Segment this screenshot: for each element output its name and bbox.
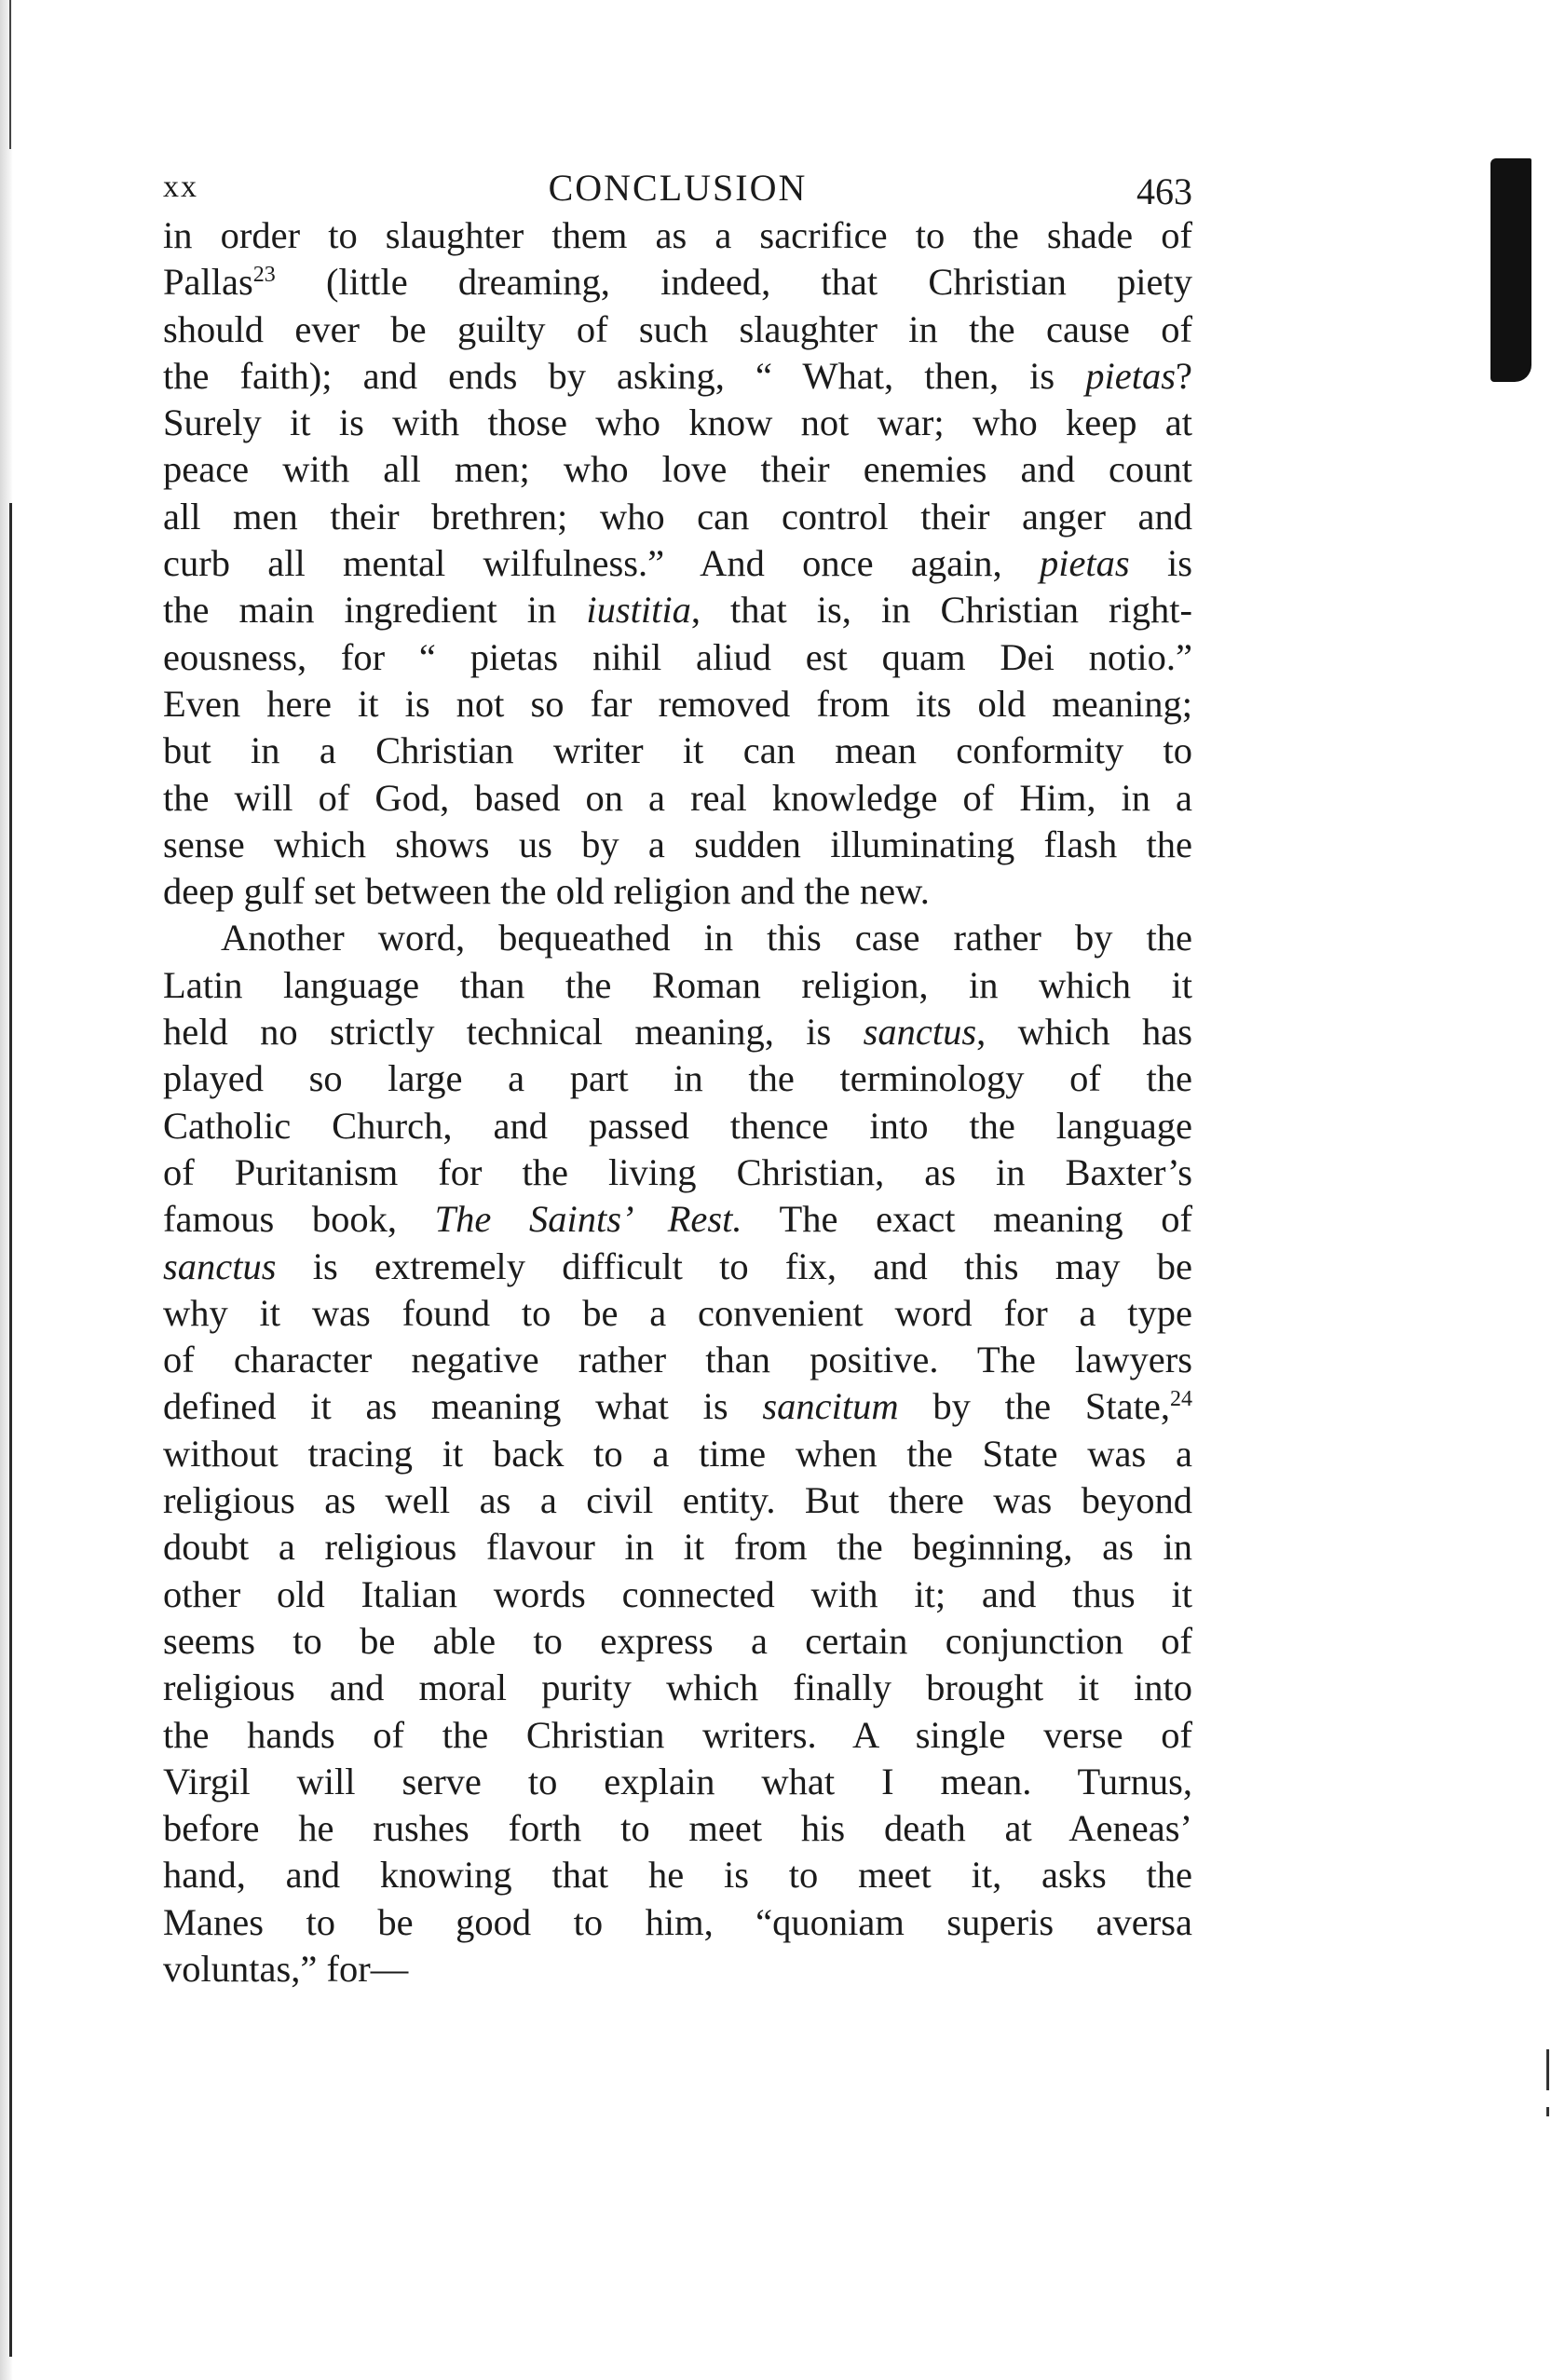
text-run: of character negative rather than positive. The lawyers [163,1339,1192,1381]
text-run: religious as well as a civil entity. But there was beyond [163,1479,1192,1522]
text-run: (little dreaming, indeed, that Christian piety [275,261,1192,304]
footnote-ref: 23 [252,263,276,288]
text-line [163,962,1192,1009]
text-line [163,1899,1192,1946]
page-title: CONCLUSION [548,167,808,209]
text-run: religious and moral purity which finally brought it into [163,1666,1192,1709]
text-run: hand, and knowing that he is to meet it, asks the [163,1854,1192,1897]
body-text [163,212,1192,1992]
text-run: before he rushes forth to meet his death at Aeneas’ [163,1807,1192,1850]
text-line [163,400,1192,446]
text-run: Pallas [163,261,253,304]
text-run: Virgil will serve to explain what I mean. Turnus, [163,1760,1192,1802]
text-run: sense which shows us by a sudden illuminating flash the [163,823,1192,865]
italic-text: iustitia [586,589,691,632]
text-line [163,1431,1192,1477]
binding-edge-line [9,0,11,149]
text-run: Latin language than the Roman religion, in which it [163,963,1192,1006]
chapter-number: xx [163,170,198,204]
text-line [163,1618,1192,1665]
italic-text: sancitum [762,1385,899,1428]
text-run: Another word, bequeathed in this case rather by the [221,917,1192,959]
text-line [163,728,1192,774]
text-run: Surely it is with those who know not war; who keep at [163,401,1192,444]
text-run: but in a Christian writer it can mean conformity to [163,729,1192,772]
text-run: , that is, in Christian right- [690,589,1193,632]
text-run: why it was found to be a convenient word for a type [163,1291,1192,1334]
text-run: held no strictly technical meaning, is [163,1011,864,1054]
italic-text: The Saints’ Rest. [434,1198,742,1241]
page-number: 463 [1136,170,1192,212]
book-page [163,156,1192,1992]
italic-text: sanctus [863,1011,977,1054]
text-run: the will of God, based on a real knowledge of Him, in a [163,776,1192,819]
text-line [163,1055,1192,1102]
binding-edge-line [9,503,12,2357]
text-line [163,1337,1192,1383]
text-line [163,1759,1192,1805]
italic-text: sanctus [163,1244,277,1287]
text-line [163,494,1192,540]
text-line [163,540,1192,587]
text-line [163,1149,1192,1196]
text-line [163,915,1192,961]
text-line [163,868,1192,915]
text-run: deep gulf set between the old religion and the new. [163,870,930,913]
text-run: The exact meaning of [742,1198,1192,1241]
text-line [163,1524,1192,1571]
text-run: should ever be guilty of such slaughter in the cause of [163,307,1192,350]
italic-text: pietas [1085,354,1177,397]
text-run: is [1129,542,1192,585]
text-line [163,306,1192,353]
text-line [163,212,1192,259]
text-run: other old Italian words connected with it; and thus it [163,1572,1192,1615]
text-run: eousness, for “ pietas nihil aliud est quam Dei notio.” [163,635,1192,678]
text-run: peace with all men; who love their enemies and count [163,448,1192,491]
text-run: is extremely difficult to fix, and this may be [276,1244,1192,1287]
text-run: Even here it is not so far removed from its old meaning; [163,682,1192,725]
text-line [163,681,1192,728]
text-line [163,1946,1192,1992]
text-run: played so large a part in the terminology of the [163,1057,1192,1100]
text-run: voluntas,” for— [163,1947,409,1990]
text-line [163,1196,1192,1243]
scan-edge-tick [1546,2107,1549,2116]
scan-edge-tick [1546,2049,1549,2090]
text-line [163,1852,1192,1898]
text-line [163,1805,1192,1852]
text-line [163,1009,1192,1055]
text-line [163,1665,1192,1711]
text-line [163,1290,1192,1337]
text-run: , which has [976,1011,1192,1054]
text-run: in order to slaughter them as a sacrifice to the shade of [163,214,1192,256]
scan-edge-mark [1490,158,1531,382]
text-run: all men their brethren; who can control their anger and [163,495,1192,537]
text-run: of Puritanism for the living Christian, as in Baxter’s [163,1150,1192,1193]
text-line [163,822,1192,868]
text-line [163,1103,1192,1149]
text-line [163,1477,1192,1524]
text-run: by the State, [898,1385,1170,1428]
text-run: seems to be able to express a certain conjunction of [163,1619,1192,1662]
italic-text: pietas [1039,542,1130,585]
text-run: defined it as meaning what is [163,1385,763,1428]
text-line [163,1571,1192,1618]
text-line [163,775,1192,822]
text-run: Catholic Church, and passed thence into the language [163,1104,1192,1147]
text-line [163,259,1192,306]
text-line [163,587,1192,633]
text-line [163,353,1192,400]
text-run: curb all mental wilfulness.” And once again, [163,542,1040,585]
text-run: doubt a religious flavour in it from the beginning, as in [163,1526,1192,1569]
text-run: the main ingredient in [163,589,587,632]
text-run: the hands of the Christian writers. A single verse of [163,1713,1192,1756]
text-line [163,446,1192,493]
footnote-ref: 24 [1169,1387,1192,1412]
text-line [163,1383,1192,1430]
text-line [163,1244,1192,1290]
text-run: the faith); and ends by asking, “ What, then, is [163,354,1086,397]
text-run: ? [1176,354,1192,397]
text-run: famous book, [163,1198,435,1241]
text-run: without tracing it back to a time when the State was a [163,1432,1192,1475]
text-line [163,1712,1192,1759]
running-head [163,156,1192,212]
text-run: Manes to be good to him, “quoniam superis aversa [163,1900,1192,1943]
text-line [163,634,1192,681]
